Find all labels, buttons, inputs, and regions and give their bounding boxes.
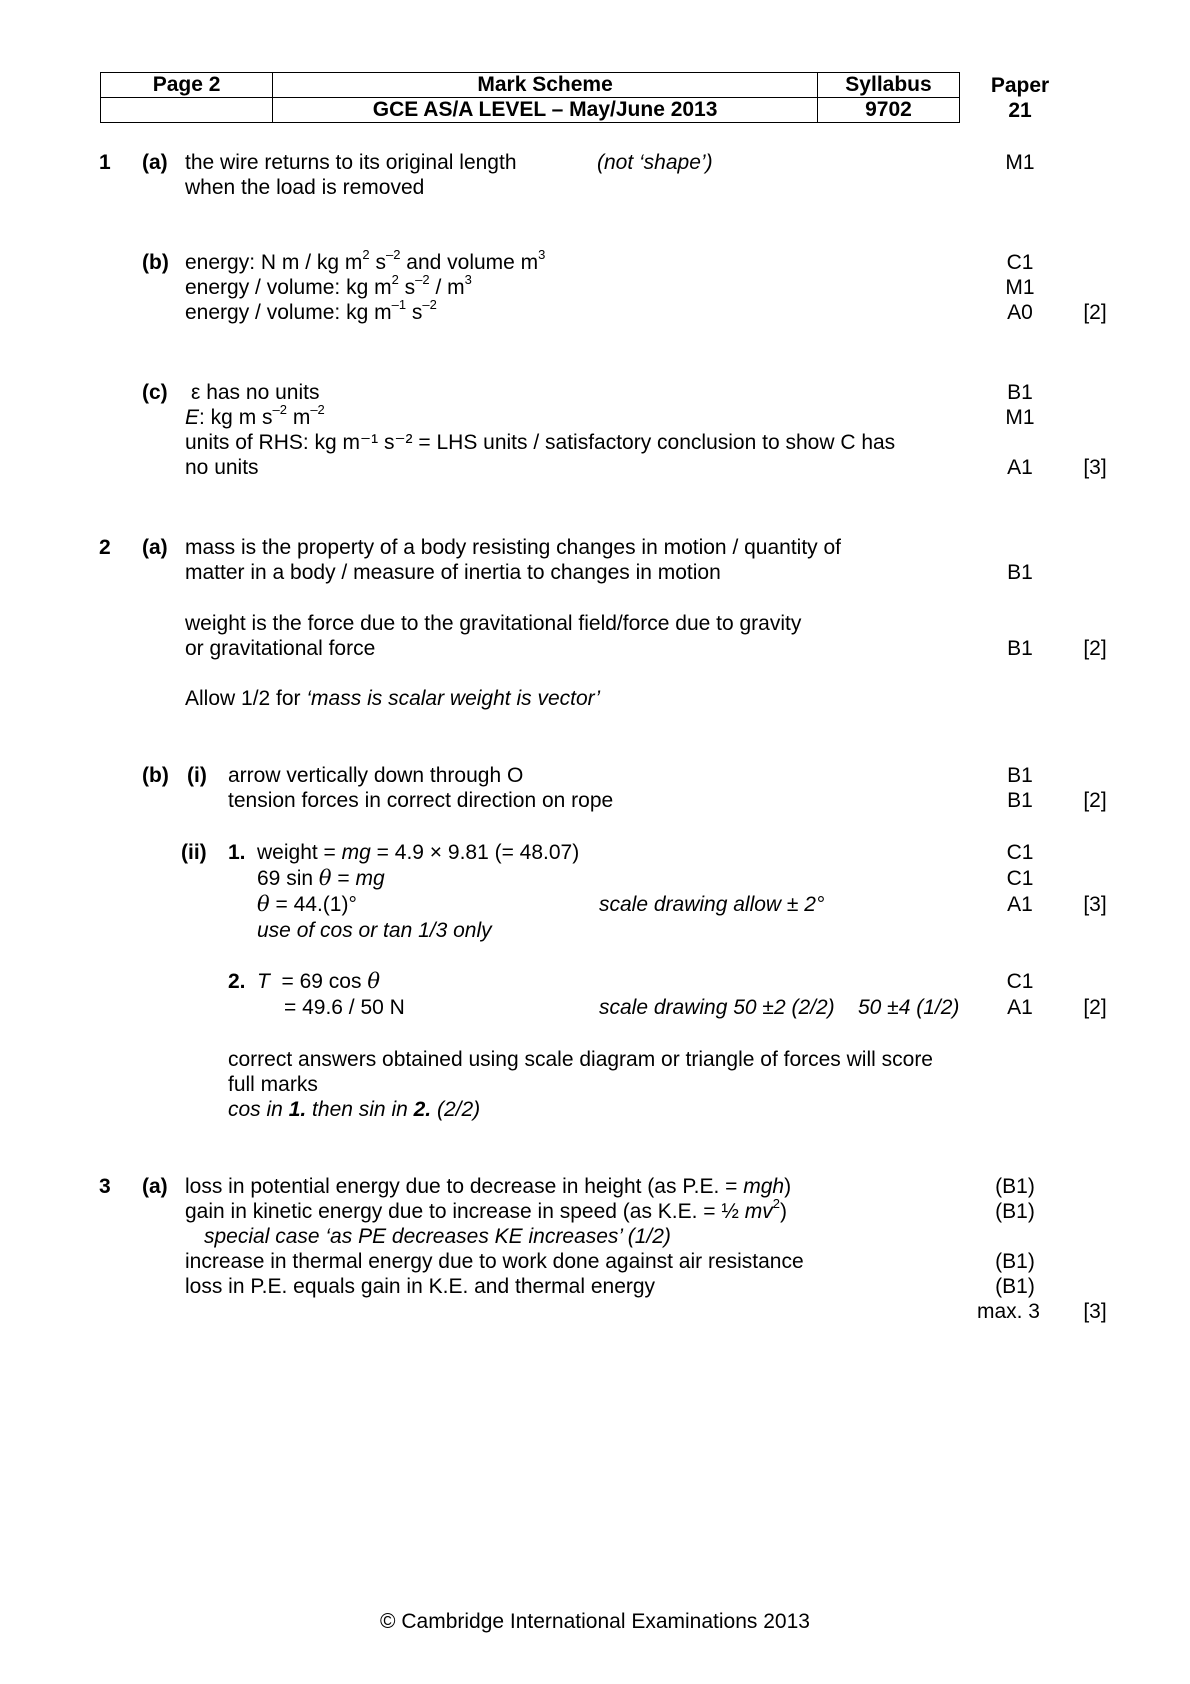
q1b-line2: energy / volume: kg $m^2$ $s^{-2} / m^3$ [185, 272, 472, 299]
q2b-note-line1: correct answers obtained using scale diagram or triangle of forces will score [228, 1048, 933, 1071]
q2b-ii-2-mark-2: A1 [1007, 996, 1033, 1019]
q1c-line1: ε has no units [191, 381, 320, 404]
q2a-mark-2: B1 [1007, 637, 1033, 660]
q2b-ii-2-note: scale drawing 50 ±2 (2/2) 50 ±4 (1/2) [599, 996, 960, 1019]
q1c-mark-1: B1 [1007, 381, 1033, 404]
syllabus-label: Syllabus [817, 73, 959, 98]
q1a-note: (not ‘shape’) [597, 151, 713, 174]
paper-label: Paper [990, 74, 1050, 97]
q1c-label: (c) [142, 381, 168, 404]
syllabus-code: 9702 [817, 98, 959, 123]
header-table [100, 72, 960, 124]
q2a-line2: matter in a body / measure of inertia to changes in motion [185, 561, 721, 584]
q2b-note-line2: full marks [228, 1073, 318, 1096]
q3a-max: max. 3 [976, 1300, 1040, 1323]
q2b-ii-1-line4: use of cos or tan 1/3 only [257, 919, 492, 942]
q2a-line1: mass is the property of a body resisting changes in motion / quantity of [185, 536, 842, 559]
q2a-mark-1: B1 [1007, 561, 1033, 584]
q2b-ii-1-mark-2: C1 [1006, 867, 1034, 890]
q1a-line2: when the load is removed [185, 176, 425, 199]
q2b-ii-1-note: scale drawing allow ± 2° [599, 893, 825, 916]
q1b-line1: energy: N m / kg $m^2$ $s^{-2}$ and volume $m^3$ [185, 247, 546, 274]
exam-session: GCE AS/A LEVEL – May/June 2013 [273, 98, 818, 123]
q3a-line5: loss in P.E. equals gain in K.E. and thermal energy [185, 1275, 656, 1298]
q1c-mark-3: A1 [1007, 456, 1033, 479]
q2b-ii-2-line1: T = 69 cos θ [257, 969, 380, 993]
q3a-line1: loss in potential energy due to decrease in height (as P.E. = mgh) [185, 1175, 792, 1198]
q2b-ii-1-total: [3] [1083, 893, 1107, 916]
q2b-ii-1-line2: 69 sin θ = mg [257, 866, 385, 890]
q1c-line4: no units [185, 456, 259, 479]
q2b-i-line1: arrow vertically down through O [228, 764, 524, 787]
q2a-label: (a) [142, 536, 168, 559]
q2b-ii-2-total: [2] [1083, 996, 1107, 1019]
q2a-line4: or gravitational force [185, 637, 376, 660]
q2b-ii-1-mark-1: C1 [1006, 841, 1034, 864]
q2b-i-mark-1: B1 [1007, 764, 1033, 787]
q2b-ii-1-line1: weight = mg = 4.9 × 9.81 (= 48.07) [257, 841, 580, 864]
q3a-mark-1: (B1) [995, 1175, 1035, 1198]
q2b-i-mark-2: B1 [1007, 789, 1033, 812]
q3a-line3: special case ‘as PE decreases KE increases’ (1/2) [204, 1225, 671, 1248]
q2a-line3: weight is the force due to the gravitational field/force due to gravity [185, 612, 802, 635]
q3a-total: [3] [1083, 1300, 1107, 1323]
q2b-i-line2: tension forces in correct direction on rope [228, 789, 614, 812]
q2b-ii-1-mark-3: A1 [1007, 893, 1033, 916]
q2-number: 2 [99, 536, 111, 559]
q1a-mark: M1 [1005, 151, 1035, 174]
q1b-mark-2: M1 [1005, 276, 1035, 299]
q2b-ii-part1-label: 1. [228, 841, 246, 864]
q3a-mark-4: (B1) [995, 1275, 1035, 1298]
q1b-mark-3: A0 [1007, 301, 1033, 324]
q2b-i-total: [2] [1083, 789, 1107, 812]
q3a-mark-2: (B1) [995, 1200, 1035, 1223]
q1c-line3: units of RHS: kg m⁻¹ s⁻² = LHS units / satisfactory conclusion to show C has [185, 431, 896, 454]
q1b-label: (b) [142, 251, 169, 274]
q2b-ii-2-line2: = 49.6 / 50 N [284, 996, 405, 1019]
q3-number: 3 [99, 1175, 111, 1198]
q1a-label: (a) [142, 151, 168, 174]
page-number: Page 2 [101, 73, 273, 98]
q2b-label: (b) [142, 764, 169, 787]
q2b-ii-part2-label: 2. [228, 970, 246, 993]
q2b-i-label: (i) [187, 764, 207, 787]
q1b-line3: energy / volume: kg $m^{-1}$ $s^{-2}$ [185, 297, 437, 324]
q3a-label: (a) [142, 1175, 168, 1198]
q3a-line2: gain in kinetic energy due to increase in speed (as K.E. = ½ $mv^2$) [185, 1196, 787, 1223]
q2b-note-line3: cos in 1. then sin in 2. (2/2) [228, 1098, 481, 1121]
q1c-total: [3] [1083, 456, 1107, 479]
q3a-mark-3: (B1) [995, 1250, 1035, 1273]
q2b-ii-1-line3: θ = 44.(1)° [257, 892, 357, 916]
q1c-mark-2: M1 [1005, 406, 1035, 429]
q2b-ii-label: (ii) [181, 841, 207, 864]
q1a-line1: the wire returns to its original length [185, 151, 517, 174]
q1b-mark-1: C1 [1006, 251, 1034, 274]
footer-copyright: © Cambridge International Examinations 2013 [380, 1610, 810, 1633]
q1b-total: [2] [1083, 301, 1107, 324]
q1c-line2: E: kg m $s^{-2}$ $m^{-2}$ [185, 402, 325, 429]
q2a-total: [2] [1083, 637, 1107, 660]
q1-number: 1 [99, 151, 111, 174]
document-title: Mark Scheme [273, 73, 818, 98]
q3a-line4: increase in thermal energy due to work done against air resistance [185, 1250, 804, 1273]
q2a-allow: Allow 1/2 for ‘mass is scalar weight is vector’ [185, 687, 601, 710]
q2b-ii-2-mark-1: C1 [1006, 970, 1034, 993]
paper-number: 21 [1008, 99, 1032, 122]
